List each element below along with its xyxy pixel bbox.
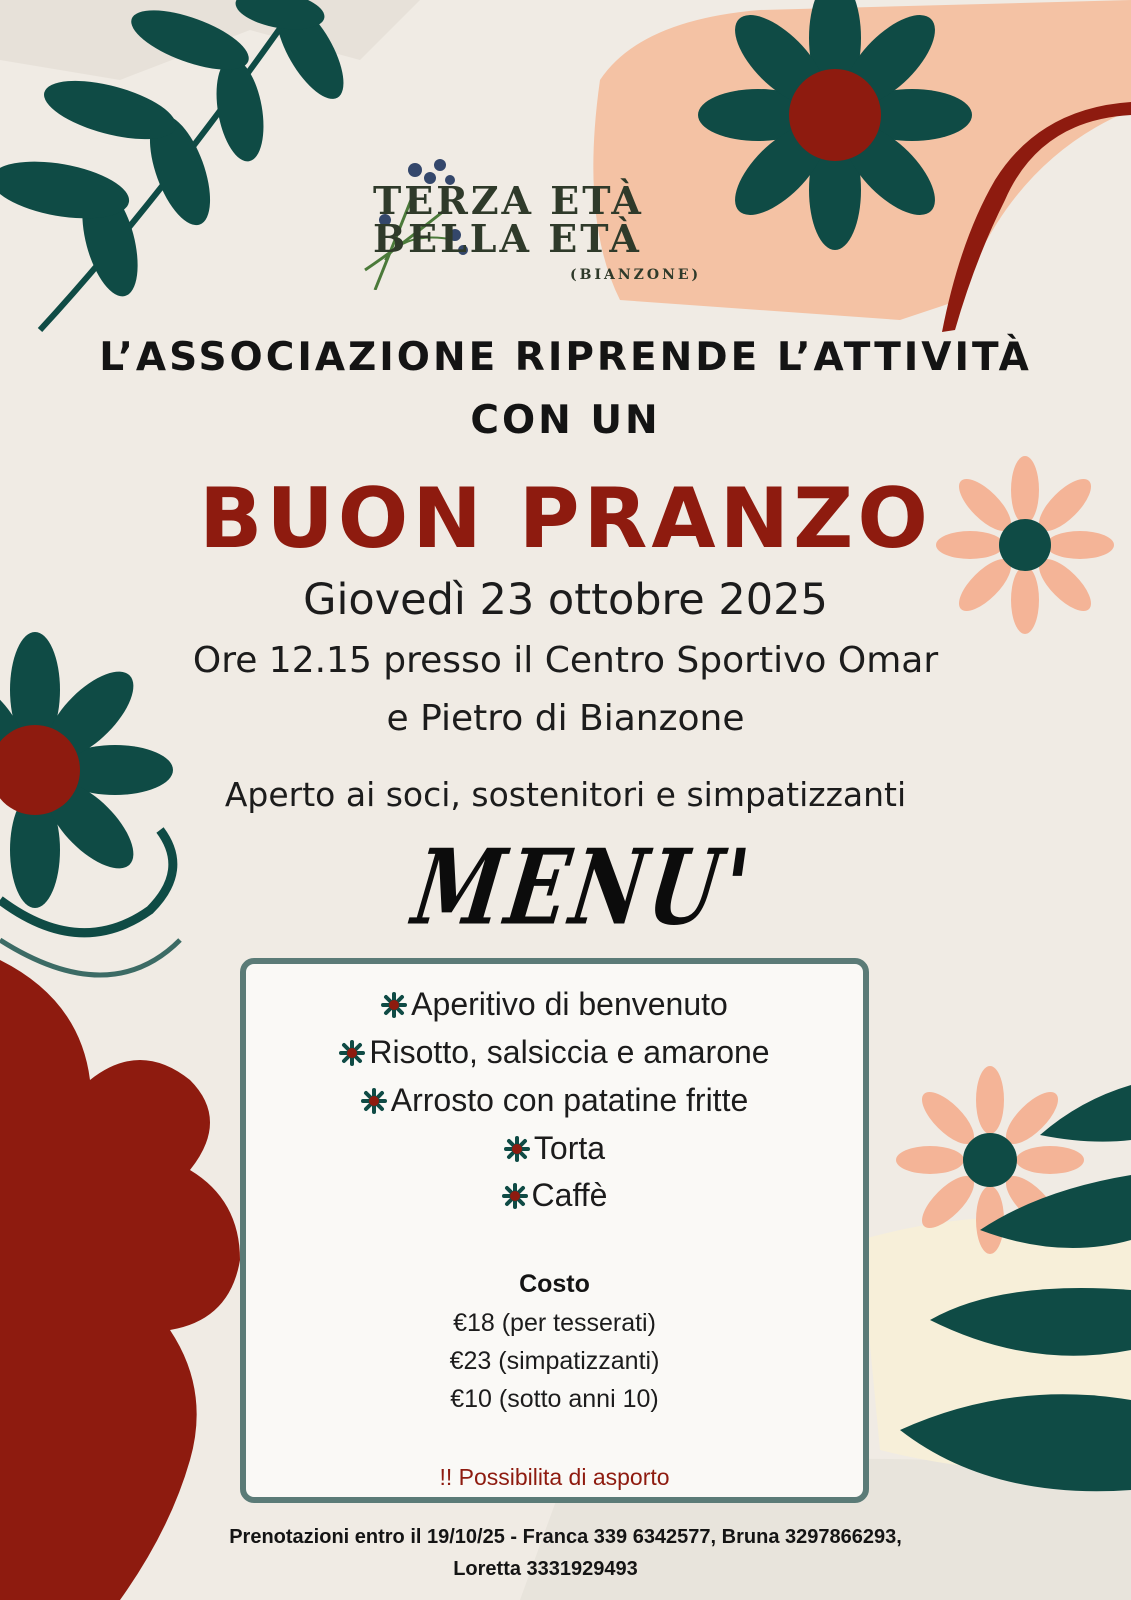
headline-line-2: CON UN <box>470 398 661 443</box>
menu-box <box>240 958 869 1503</box>
price-line: €18 (per tesserati) <box>453 1309 656 1337</box>
asterisk-flower-icon <box>361 1088 387 1114</box>
booking-line-1: Prenotazioni entro il 19/10/25 - Franca 339 6342577, Bruna 3297866293, <box>229 1526 902 1548</box>
menu-item <box>246 1177 863 1214</box>
event-place-line-1: Ore 12.15 presso il Centro Sportivo Omar <box>192 640 939 681</box>
booking-line-2: Loretta 3331929493 <box>453 1558 638 1580</box>
menu-item-label: Aperitivo di benvenuto <box>411 986 728 1022</box>
menu-item <box>246 1130 863 1167</box>
logo-line-1: TERZA ETÀ <box>373 178 644 223</box>
asterisk-flower-icon <box>504 1136 530 1162</box>
event-audience: Aperto ai soci, sostenitori e simpatizzanti <box>224 775 907 814</box>
menu-item <box>246 1082 863 1119</box>
association-logo <box>355 150 735 300</box>
event-title: BUON PRANZO <box>199 470 932 567</box>
asterisk-flower-icon <box>339 1040 365 1066</box>
logo-line-2: BELLA ETÀ <box>373 216 642 261</box>
menu-item-label: Caffè <box>531 1177 608 1213</box>
event-place-line-2: e Pietro di Bianzone <box>386 698 745 739</box>
event-date: Giovedì 23 ottobre 2025 <box>303 575 828 625</box>
menu-item <box>246 986 863 1023</box>
menu-item-label: Torta <box>533 1130 606 1166</box>
menu-item-label: Arrosto con patatine fritte <box>390 1082 749 1118</box>
price-line: €10 (sotto anni 10) <box>450 1385 659 1413</box>
takeaway-note: !! Possibilita di asporto <box>439 1464 670 1490</box>
logo-location: (BIANZONE) <box>570 267 702 283</box>
asterisk-flower-icon <box>381 992 407 1018</box>
menu-heading: MENU' <box>406 825 761 949</box>
menu-item-label: Risotto, salsiccia e amarone <box>369 1034 770 1070</box>
price-line: €23 (simpatizzanti) <box>449 1347 660 1375</box>
cost-title: Costo <box>519 1270 590 1298</box>
headline-line-1: L’ASSOCIAZIONE RIPRENDE L’ATTIVITÀ <box>99 335 1032 380</box>
asterisk-flower-icon <box>502 1183 528 1209</box>
menu-item <box>246 1034 863 1071</box>
